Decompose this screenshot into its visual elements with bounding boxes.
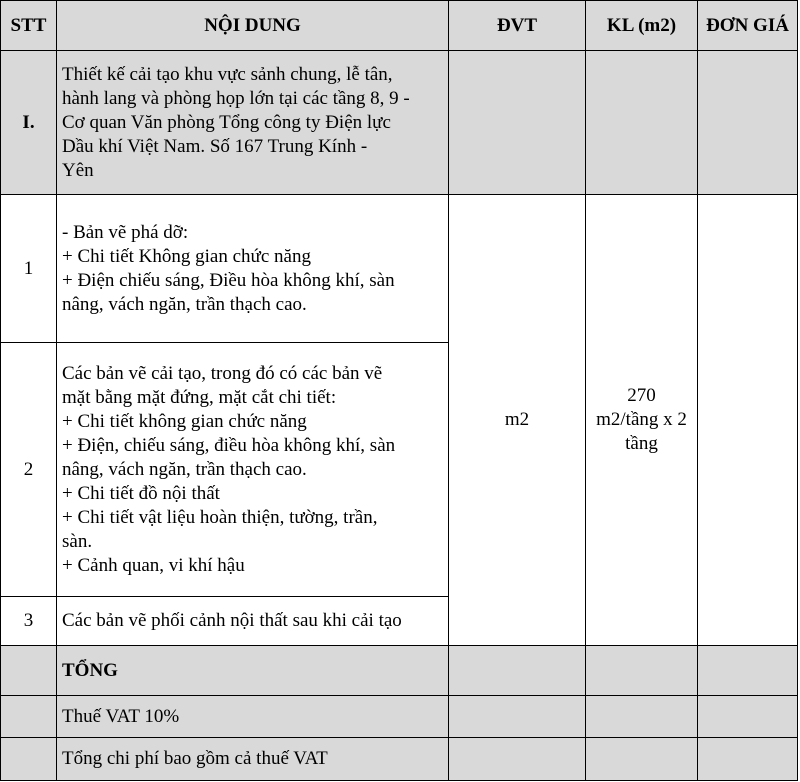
item-content: Các bản vẽ phối cảnh nội thất sau khi cải tạo xyxy=(57,597,449,646)
merged-price xyxy=(698,195,798,646)
vat-quantity xyxy=(586,696,698,738)
merged-unit: m2 xyxy=(449,195,586,646)
total-label: TỔNG xyxy=(57,646,449,696)
header-quantity: KL (m2) xyxy=(586,1,698,51)
header-content: NỘI DUNG xyxy=(57,1,449,51)
total-price xyxy=(698,646,798,696)
vat-row xyxy=(1,696,798,738)
vat-label: Thuế VAT 10% xyxy=(57,696,449,738)
header-stt: STT xyxy=(1,1,57,51)
item-content: - Bản vẽ phá dỡ: + Chi tiết Không gian chức năng + Điện chiếu sáng, Điều hòa không khí, sàn nâng, vách ngăn, trần thạch cao. xyxy=(57,195,449,343)
section-row xyxy=(1,51,798,195)
section-unit xyxy=(449,51,586,195)
total-with-vat-label: Tổng chi phí bao gồm cả thuế VAT xyxy=(57,738,449,781)
section-quantity xyxy=(586,51,698,195)
total-vat-stt xyxy=(1,738,57,781)
total-vat-quantity xyxy=(586,738,698,781)
vat-stt xyxy=(1,696,57,738)
total-with-vat-row xyxy=(1,738,798,781)
header-price: ĐƠN GIÁ xyxy=(698,1,798,51)
vat-price xyxy=(698,696,798,738)
total-quantity xyxy=(586,646,698,696)
item-stt: 1 xyxy=(1,195,57,343)
item-content: Các bản vẽ cải tạo, trong đó có các bản vẽ mặt bằng mặt đứng, mặt cắt chi tiết: + Chi tiết không gian chức năng + Điện, chiếu sáng, điều hòa không khí, sàn nâng, vách ngăn, trần thạch cao. + Chi tiết đồ nội thất + Chi tiết vật liệu hoàn thiện, tường, trần, sàn. + Cảnh quan, vi khí hậu xyxy=(57,343,449,597)
item-stt: 3 xyxy=(1,597,57,646)
item-stt: 2 xyxy=(1,343,57,597)
total-stt xyxy=(1,646,57,696)
section-stt: I. xyxy=(1,51,57,195)
table-row xyxy=(1,195,798,343)
total-row xyxy=(1,646,798,696)
total-unit xyxy=(449,646,586,696)
total-vat-price xyxy=(698,738,798,781)
section-price xyxy=(698,51,798,195)
merged-quantity: 270 m2/tầng x 2 tầng xyxy=(586,195,698,646)
vat-unit xyxy=(449,696,586,738)
header-unit: ĐVT xyxy=(449,1,586,51)
section-content: Thiết kế cải tạo khu vực sảnh chung, lễ tân, hành lang và phòng họp lớn tại các tầng 8, 9 - Cơ quan Văn phòng Tổng công ty Điện lực Dầu khí Việt Nam. Số 167 Trung Kính - Yên xyxy=(57,51,449,195)
header-row xyxy=(1,1,798,51)
total-vat-unit xyxy=(449,738,586,781)
